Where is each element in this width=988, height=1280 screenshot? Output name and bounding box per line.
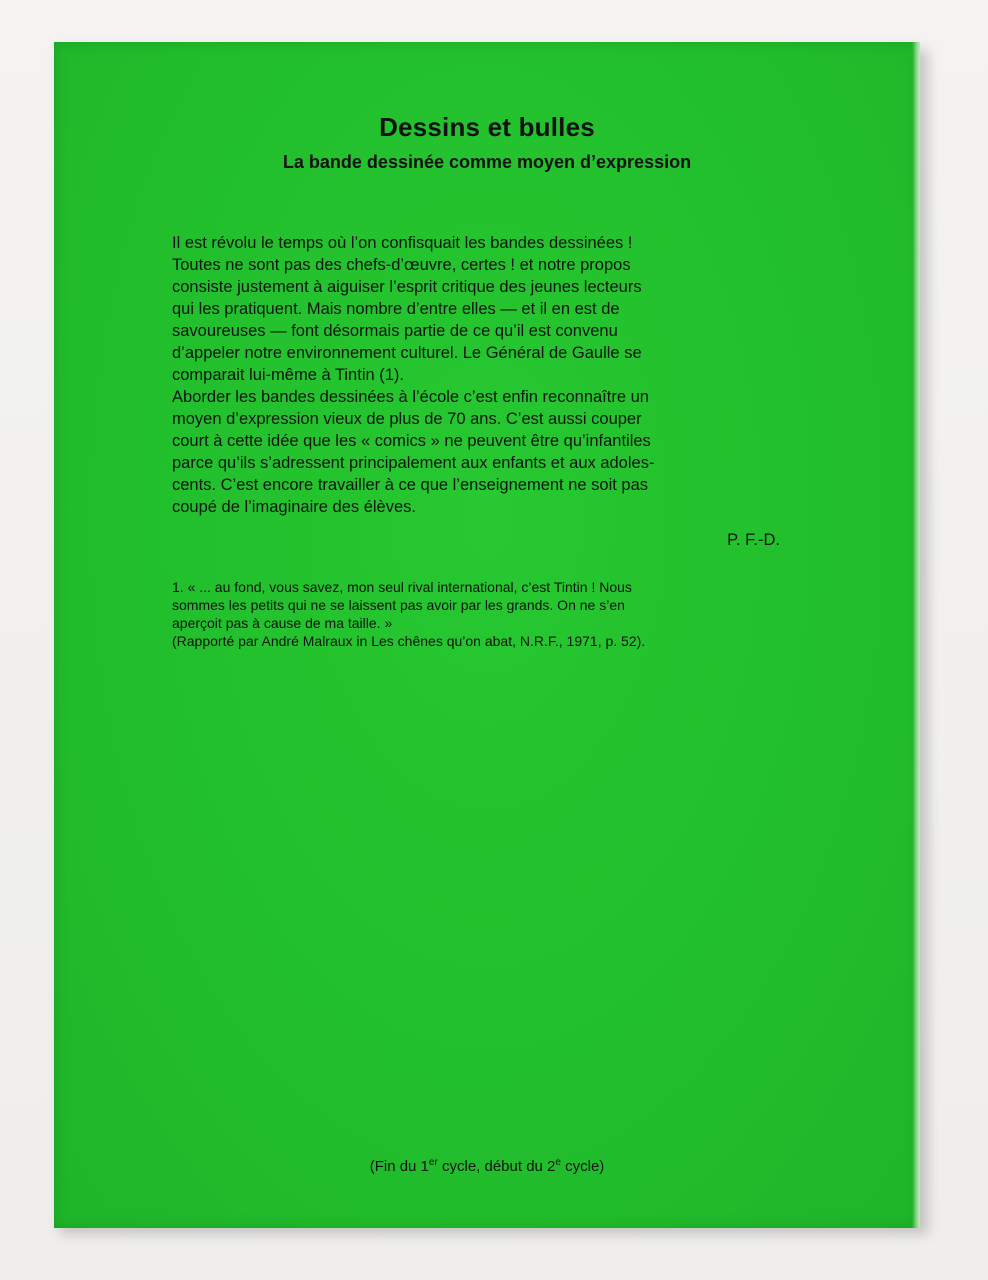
body-line: coupé de l’imaginaire des élèves. [172, 498, 416, 516]
body-line: savoureuses — font désormais partie de ce qu’il est convenu [172, 322, 618, 340]
body-line: moyen d’expression vieux de plus de 70 ans. C’est aussi couper [172, 410, 642, 428]
body-line: court à cette idée que les « comics » ne peuvent être qu’infantiles [172, 432, 651, 450]
footnote-line: (Rapporté par André Malraux in Les chênes qu’on abat, N.R.F., 1971, p. 52). [172, 633, 646, 649]
body-line: cents. C’est encore travailler à ce que l’enseignement ne soit pas [172, 476, 649, 494]
body-line: consiste justement à aiguiser l’esprit critique des jeunes lecteurs [172, 278, 642, 296]
footnote-line: sommes les petits qui ne se laissent pas avoir par les grands. On ne s’en [172, 597, 625, 613]
cycle-note-part1: (Fin du 1 [369, 1158, 429, 1175]
body-paragraph [172, 232, 780, 518]
cycle-note-sup1: er [428, 1157, 438, 1168]
body-line: parce qu’ils s’adressent principalement aux enfants et aux adoles- [172, 454, 655, 472]
cycle-note-sup2: e [555, 1157, 561, 1168]
cover-subtitle: La bande dessinée comme moyen d’expression [282, 152, 692, 172]
booklet-back-cover [54, 42, 920, 1228]
body-line: d’appeler notre environnement culturel. Le Général de Gaulle se [172, 344, 642, 362]
cycle-note [54, 1158, 920, 1175]
body-line: Il est révolu le temps où l’on confisquait les bandes dessinées ! [172, 234, 633, 252]
body-line: Aborder les bandes dessinées à l’école c’est enfin reconnaître un [172, 388, 649, 406]
body-line: Toutes ne sont pas des chefs-d’œuvre, certes ! et notre propos [172, 256, 631, 274]
author-initials: P. F.-D. [727, 531, 780, 549]
cover-title: Dessins et bulles [379, 112, 595, 142]
body-line: comparait lui-même à Tintin (1). [172, 366, 404, 384]
cycle-note-part2: cycle, début du 2 [437, 1158, 556, 1175]
footnote-line: aperçoit pas à cause de ma taille. » [172, 615, 393, 631]
footnote [172, 578, 792, 650]
booklet-page-edge [912, 42, 920, 1228]
cycle-note-part3: cycle) [560, 1158, 605, 1175]
body-line: qui les pratiquent. Mais nombre d’entre elles — et il en est de [172, 300, 620, 318]
footnote-line: 1. « ... au fond, vous savez, mon seul rival international, c’est Tintin ! Nous [172, 579, 632, 595]
